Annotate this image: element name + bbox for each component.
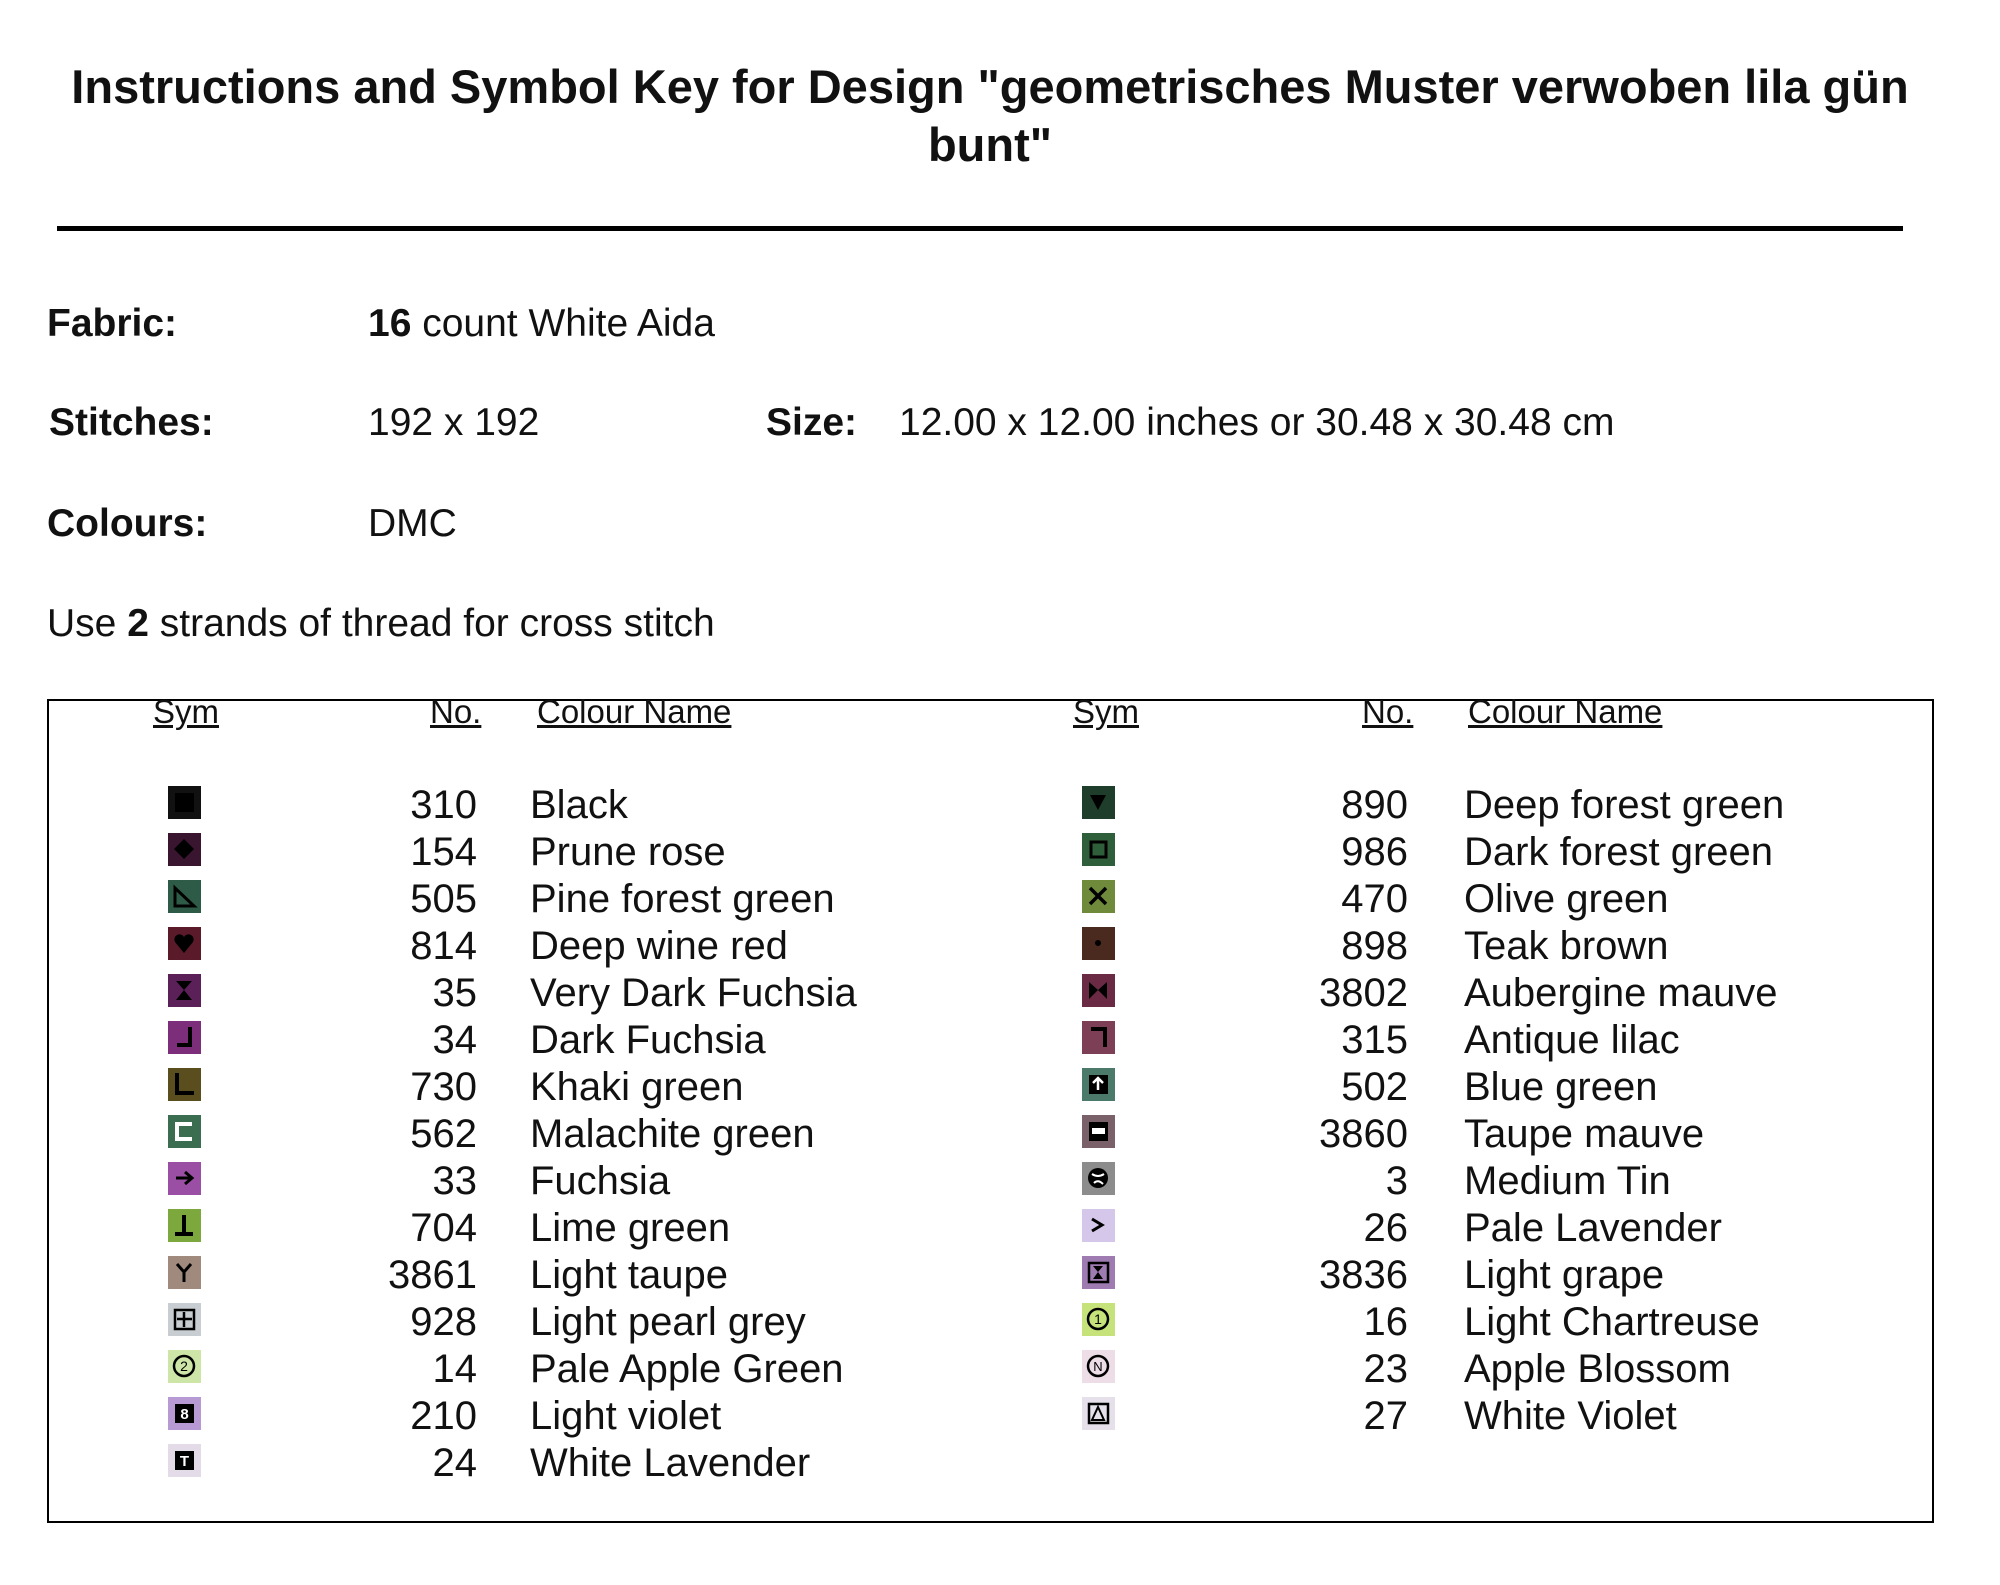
down-triangle-icon (1082, 786, 1115, 819)
right-sym-header: Sym (1073, 693, 1139, 730)
dmc-number: 3 (1385, 1159, 1408, 1203)
colour-name: Black (530, 783, 628, 827)
colour-name: Very Dark Fuchsia (530, 971, 857, 1015)
colour-name: White Violet (1464, 1394, 1677, 1438)
dmc-number: 928 (410, 1300, 477, 1344)
colour-name: Apple Blossom (1464, 1347, 1731, 1391)
colours-value: DMC (368, 502, 457, 545)
colour-name: Taupe mauve (1464, 1112, 1705, 1156)
dmc-number: 470 (1341, 877, 1408, 921)
colour-name: Lime green (530, 1206, 731, 1250)
svg-text:2: 2 (180, 1358, 188, 1374)
dmc-number: 16 (1363, 1300, 1408, 1344)
colour-name: Khaki green (530, 1065, 744, 1109)
fabric-label: Fabric: (47, 302, 178, 345)
dmc-number: 14 (432, 1347, 477, 1391)
key-row (0, 1252, 1665, 1299)
strands-instruction (47, 602, 715, 646)
key-row (0, 829, 1774, 876)
key-row (0, 1158, 1671, 1205)
key-row (0, 1017, 1680, 1064)
colour-name: Prune rose (530, 830, 726, 874)
left-sym-header: Sym (153, 693, 219, 730)
dmc-number: 3860 (1319, 1112, 1408, 1156)
key-row (0, 1111, 1705, 1158)
dmc-number: 35 (432, 971, 477, 1015)
key-row (0, 1440, 900, 1487)
hollow-square-icon (1082, 833, 1115, 866)
fabric-count: 16 (368, 302, 412, 345)
svg-text:T: T (179, 1453, 190, 1470)
dmc-number: 33 (432, 1159, 477, 1203)
colour-name: Pale Apple Green (530, 1347, 844, 1391)
dmc-number: 310 (410, 783, 477, 827)
dmc-number: 23 (1363, 1347, 1408, 1391)
title-divider (57, 226, 1903, 231)
circled-1-icon (1082, 1303, 1115, 1336)
dmc-number: 26 (1363, 1206, 1408, 1250)
right-no-header: No. (1362, 693, 1414, 730)
dmc-number: 3802 (1319, 971, 1408, 1015)
colour-name: Aubergine mauve (1464, 971, 1778, 1015)
bowtie-icon (1082, 974, 1115, 1007)
colour-name: Teak brown (1464, 924, 1669, 968)
dmc-number: 315 (1341, 1018, 1408, 1062)
dmc-number: 986 (1341, 830, 1408, 874)
dmc-number: 210 (410, 1394, 477, 1438)
dmc-number: 505 (410, 877, 477, 921)
colour-name: Fuchsia (530, 1159, 671, 1203)
colour-name: Medium Tin (1464, 1159, 1671, 1203)
boxed-a-icon (1082, 1397, 1115, 1430)
circled-n-icon (1082, 1350, 1115, 1383)
svg-text:1: 1 (1094, 1311, 1102, 1327)
dot-icon (1082, 927, 1115, 960)
corner-hook-icon (1082, 1021, 1115, 1054)
dmc-number: 502 (1341, 1065, 1408, 1109)
fabric-description: count White Aida (411, 302, 715, 345)
colour-name: Light pearl grey (530, 1300, 806, 1344)
strands-suffix: strands of thread for cross stitch (148, 602, 715, 645)
colour-name: Deep wine red (530, 924, 788, 968)
colour-name: Blue green (1464, 1065, 1658, 1109)
colour-name: Malachite green (530, 1112, 815, 1156)
chevron-right-icon (1082, 1209, 1115, 1242)
dmc-number: 27 (1363, 1394, 1408, 1438)
dmc-number: 562 (410, 1112, 477, 1156)
key-row (0, 1346, 1731, 1393)
strands-prefix: Use (47, 602, 128, 645)
key-row (0, 1299, 1760, 1346)
colour-name: Light grape (1464, 1253, 1665, 1297)
dmc-number: 898 (1341, 924, 1408, 968)
stitches-value: 192 x 192 (368, 401, 540, 444)
colour-name: Antique lilac (1464, 1018, 1680, 1062)
x-mark-icon (1082, 880, 1115, 913)
dmc-number: 24 (432, 1441, 477, 1485)
key-row (0, 1393, 1677, 1440)
dmc-number: 34 (432, 1018, 477, 1062)
key-row (0, 923, 1669, 970)
left-no-header: No. (430, 693, 482, 730)
globe-icon (1082, 1162, 1115, 1195)
colour-name: Light Chartreuse (1464, 1300, 1760, 1344)
key-row (0, 1064, 1658, 1111)
dmc-number: 814 (410, 924, 477, 968)
colour-name: Light taupe (530, 1253, 728, 1297)
colour-name: Light violet (530, 1394, 722, 1438)
dmc-number: 704 (410, 1206, 477, 1250)
dmc-number: 890 (1341, 783, 1408, 827)
colour-name: White Lavender (530, 1441, 811, 1485)
key-row (0, 970, 1778, 1017)
boxed-hourglass-icon (1082, 1256, 1115, 1289)
size-label: Size: (766, 401, 858, 444)
colour-name: Dark Fuchsia (530, 1018, 766, 1062)
key-row (0, 782, 1785, 829)
size-value: 12.00 x 12.00 inches or 30.48 x 30.48 cm (899, 401, 1615, 444)
colour-name: Pine forest green (530, 877, 835, 921)
dmc-number: 154 (410, 830, 477, 874)
dmc-number: 730 (410, 1065, 477, 1109)
boxed-arrow-up-icon (1082, 1068, 1115, 1101)
key-row (0, 1205, 1722, 1252)
stitches-label: Stitches: (49, 401, 214, 444)
right-colour-name-header: Colour Name (1468, 693, 1663, 730)
svg-text:8: 8 (180, 1406, 189, 1423)
bar-square-icon (1082, 1115, 1115, 1148)
dmc-number: 3861 (388, 1253, 477, 1297)
colour-name: Pale Lavender (1464, 1206, 1722, 1250)
boxed-t-icon (168, 1444, 201, 1477)
colour-name: Dark forest green (1464, 830, 1774, 874)
colour-name: Deep forest green (1464, 783, 1785, 827)
page-title: Instructions and Symbol Key for Design "geometrisches Muster verwoben lila gün bunt" (71, 60, 1909, 171)
colour-name: Olive green (1464, 877, 1669, 921)
colours-label: Colours: (47, 502, 208, 545)
key-row (0, 876, 1669, 923)
svg-text:N: N (1093, 1359, 1103, 1374)
fabric-value (368, 302, 715, 346)
strands-count: 2 (127, 602, 149, 645)
left-colour-name-header: Colour Name (537, 693, 732, 730)
dmc-number: 3836 (1319, 1253, 1408, 1297)
